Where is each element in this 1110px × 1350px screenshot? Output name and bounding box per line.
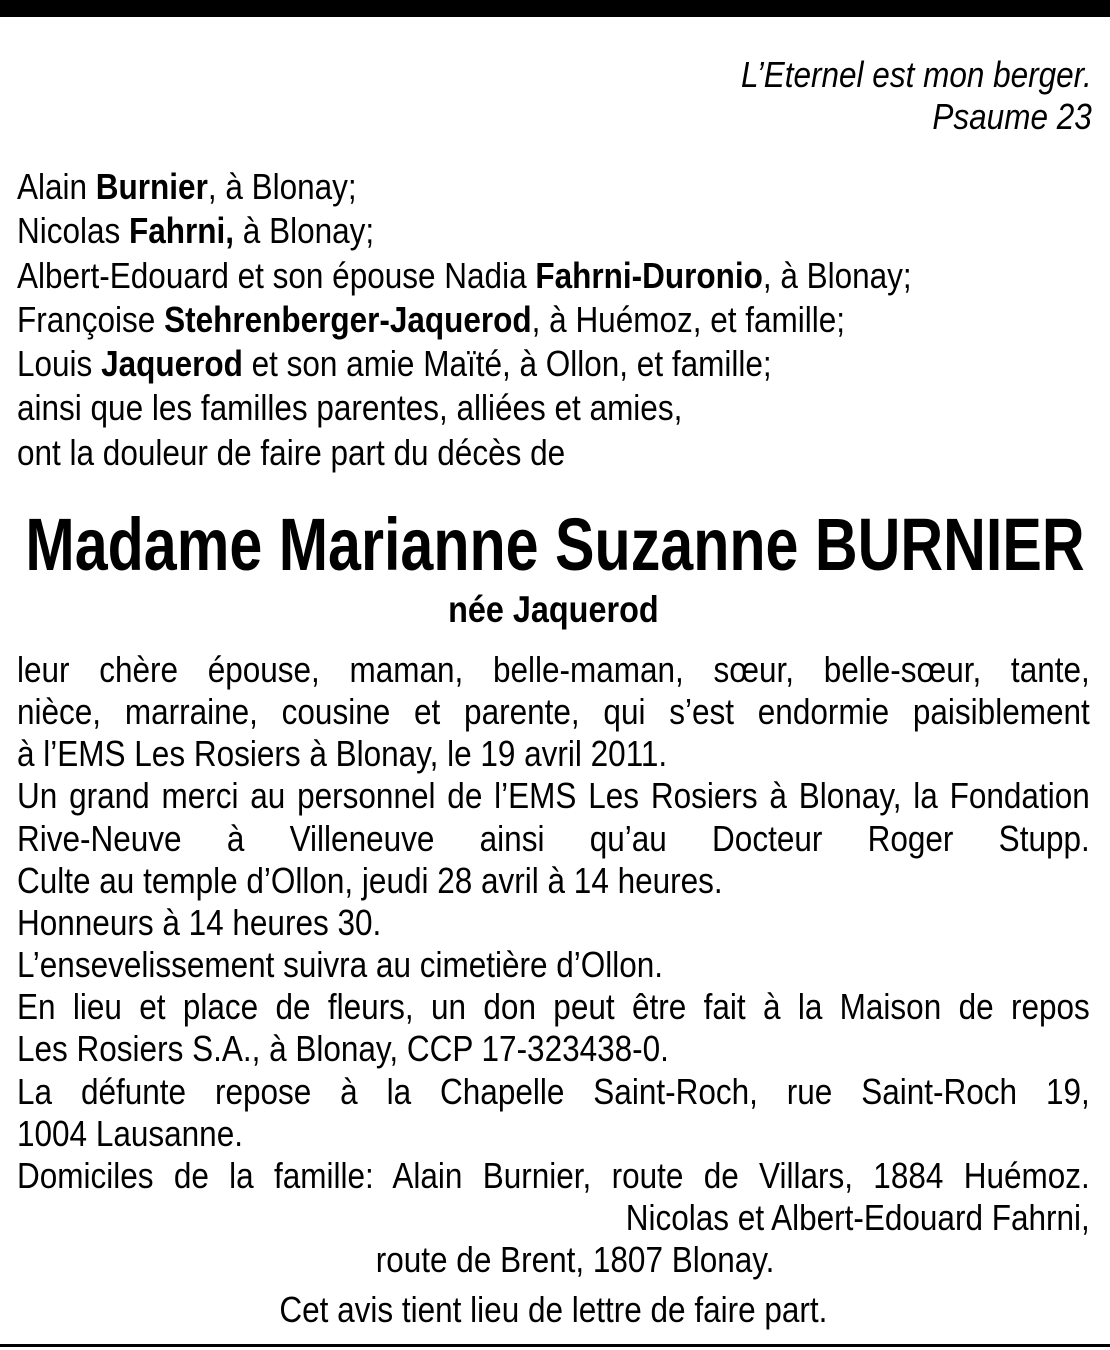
epigraph-reference: Psaume 23 [932,96,1092,137]
deceased-name-block [3,500,1107,590]
mourner-given-names: Alain [17,166,96,207]
maiden-name: née Jaquerod [448,589,659,630]
announcement-line: ainsi que les familles parentes, alliées et amies, [17,387,683,429]
mourner-location: , à Huémoz, et famille; [531,298,846,340]
mourner-line [17,165,1090,209]
mourner-location: , à Blonay; [762,254,912,296]
mourner-surname: Burnier [95,166,208,207]
maiden-name-block [17,589,1090,631]
bottom-rule [0,1344,1110,1347]
thanks-line: Rive-Neuve à Villeneuve ainsi qu’au Docteur Roger Stupp. [17,817,1090,859]
announcement-line: ont la douleur de faire part du décès de [17,431,566,473]
epigraph [19,54,1092,138]
mourners-list [17,165,1090,475]
closing-block [17,1289,1090,1331]
mourner-line [17,209,1090,253]
epigraph-quote: L’Eternel est mon berger. [740,54,1092,95]
thanks-line: Un grand merci au personnel de l’EMS Les Rosiers à Blonay, la Fondation [17,775,1090,817]
deceased-name: Madame Marianne Suzanne BURNIER [25,503,1085,586]
service-line: Culte au temple d’Ollon, jeudi 28 avril à 14 heures. [17,859,723,901]
donation-line: En lieu et place de fleurs, un don peut être fait à la Maison de repos [17,986,1090,1028]
closing-statement: Cet avis tient lieu de lettre de faire part. [279,1289,828,1330]
mourner-line [17,298,1090,342]
mourner-line [17,254,1090,298]
donation-line: Les Rosiers S.A., à Blonay, CCP 17-323438-0. [17,1028,669,1070]
mourner-surname: Fahrni-Duronio [535,254,763,296]
mourner-location: et son amie Maïté, à Ollon, et famille; [242,343,772,385]
mourner-line [17,342,1090,386]
mourner-surname: Jaquerod [101,343,243,385]
family-address-line: Nicolas et Albert-Edouard Fahrni, [625,1197,1090,1239]
mourner-given-names: Françoise [17,298,165,340]
mourner-location: , à Blonay; [207,166,357,207]
mourner-surname: Fahrni, [129,210,235,252]
mourner-given-names: Nicolas [17,210,130,252]
honours-line: Honneurs à 14 heures 30. [17,901,382,943]
family-address-line: route de Brent, 1807 Blonay. [375,1239,775,1281]
mourner-location: à Blonay; [234,210,375,252]
notice-line: à l’EMS Les Rosiers à Blonay, le 19 avril 2011. [17,733,668,775]
top-border-bar [0,0,1110,17]
mourner-surname: Stehrenberger-Jaquerod [164,298,532,340]
mourner-given-names: Albert-Edouard et son épouse Nadia [17,254,536,296]
notice-line: leur chère épouse, maman, belle-maman, sœur, belle-sœur, tante, [17,649,1090,690]
viewing-line: 1004 Lausanne. [17,1112,243,1154]
viewing-line: La défunte repose à la Chapelle Saint-Roch, rue Saint-Roch 19, [17,1070,1090,1112]
family-address-line: Domiciles de la famille: Alain Burnier, route de Villars, 1884 Huémoz. [17,1154,1090,1196]
mourner-given-names: Louis [17,343,102,385]
burial-line: L’ensevelissement suivra au cimetière d’Ollon. [17,944,664,986]
notice-body [17,649,1090,1281]
notice-line: nièce, marraine, cousine et parente, qui s’est endormie paisiblement [17,691,1090,733]
